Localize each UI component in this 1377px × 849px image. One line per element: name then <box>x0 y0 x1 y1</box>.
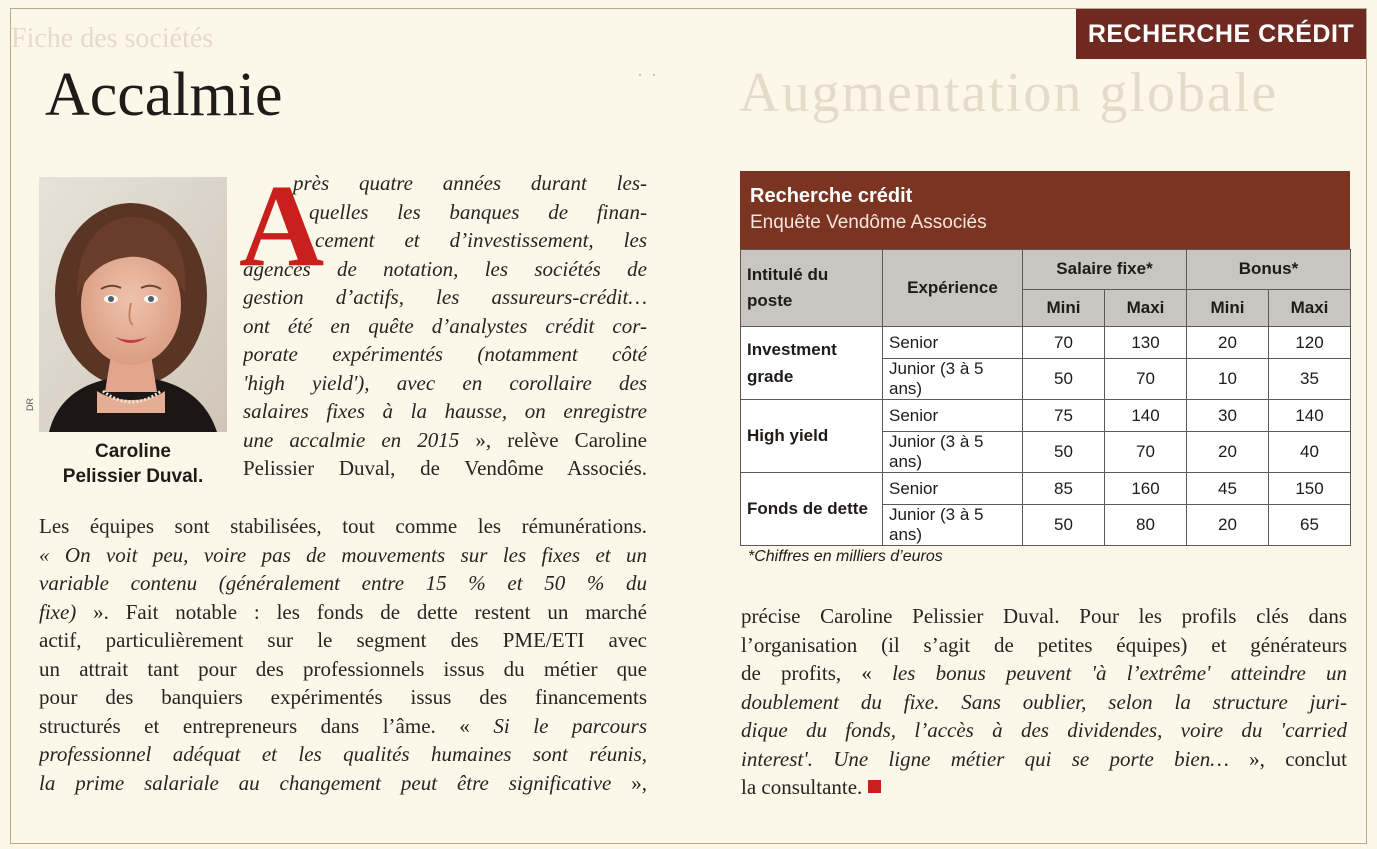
cell-bonus-max: 140 <box>1269 400 1351 432</box>
text-line: doublement du fixe. Sans oublier, selon la structure juri- <box>741 689 1347 714</box>
header-bonus: Bonus* <box>1187 250 1351 290</box>
cell-salary-min: 70 <box>1023 327 1105 359</box>
cell-bonus-min: 30 <box>1187 400 1269 432</box>
text-segment: », relève Caroline <box>459 427 647 452</box>
text-segment: une accalmie en 2015 <box>243 427 460 452</box>
cell-level: Senior <box>883 400 1023 432</box>
text-line: agences de notation, les sociétés de <box>243 256 647 281</box>
cell-level: Senior <box>883 327 1023 359</box>
text-line: 'high yield'), avec en corollaire des <box>243 370 647 395</box>
text-line: variable contenu (généralement entre 15 % et 50 % du <box>39 571 647 595</box>
text-line: précise Caroline Pelissier Duval. Pour les profils clés dans <box>741 604 1347 628</box>
cell-bonus-min: 20 <box>1187 327 1269 359</box>
cell-salary-min: 85 <box>1023 473 1105 505</box>
text-line <box>39 769 647 798</box>
article-intro-column <box>243 169 647 483</box>
text-line: près quatre années durant les- <box>293 171 647 195</box>
text-line: Pelissier Duval, de Vendôme Associés. <box>243 456 647 480</box>
caption-first-name: Caroline <box>94 441 172 462</box>
text-line <box>39 598 647 627</box>
cell-salary-max: 140 <box>1105 400 1187 432</box>
text-line: professionnel adéquat et les qualités humaines sont réunis, <box>39 742 647 766</box>
text-line: cement et d’investissement, les <box>315 228 647 252</box>
article-body-column <box>39 512 647 797</box>
cell-salary-min: 50 <box>1023 505 1105 546</box>
cell-bonus-min: 45 <box>1187 473 1269 505</box>
text-segment: structurés et entrepreneurs dans l’âme. « <box>39 713 494 738</box>
table-row <box>741 327 1351 359</box>
article-title: Accalmie <box>45 61 283 129</box>
row-role-high-yield: High yield <box>741 400 883 473</box>
text-line: pour des banquiers expérimentés issus des financements <box>39 685 647 709</box>
photo-caption <box>39 439 227 489</box>
cell-salary-max: 130 <box>1105 327 1187 359</box>
text-line: dique du fonds, l’accès à des dividendes, voire du 'carried <box>741 718 1347 742</box>
header-poste: Intitulé du poste <box>741 250 883 327</box>
bleed-through-text-right: Augmentation globale <box>739 62 1279 124</box>
cell-bonus-max: 35 <box>1269 359 1351 400</box>
cell-bonus-min: 20 <box>1187 505 1269 546</box>
table-row <box>741 400 1351 432</box>
text-line: quelles les banques de finan- <box>309 199 647 224</box>
text-line: ont été en quête d’analystes crédit cor- <box>243 313 647 338</box>
text-segment: la consultante. <box>741 775 863 799</box>
portrait-illustration <box>39 177 227 432</box>
header-salaire-maxi: Maxi <box>1105 289 1187 327</box>
table-subtitle: Enquête Vendôme Associés <box>750 212 987 233</box>
text-line: « On voit peu, voire pas de mouvements sur les fixes et un <box>39 542 647 567</box>
text-line: Les équipes sont stabilisées, tout comme les rémunérations. <box>39 514 647 538</box>
cell-bonus-max: 150 <box>1269 473 1351 505</box>
cell-salary-max: 80 <box>1105 505 1187 546</box>
text-line <box>741 745 1347 774</box>
text-segment: Si le parcours <box>493 713 647 738</box>
end-of-article-mark <box>868 780 881 793</box>
text-line <box>741 659 1347 688</box>
table-title: Recherche crédit <box>750 185 913 207</box>
text-line: un attrait tant pour des professionnels issus du métier que <box>39 656 647 681</box>
text-segment: interest'. Une ligne métier qui se porte bien… <box>741 746 1229 771</box>
salary-table-box <box>740 171 1350 544</box>
text-segment: la prime salariale au changement peut être significative <box>39 770 612 795</box>
cell-bonus-max: 120 <box>1269 327 1351 359</box>
text-line <box>741 773 1347 802</box>
article-second-column <box>741 602 1347 802</box>
header-salaire: Salaire fixe* <box>1023 250 1187 290</box>
text-line: porate expérimentés (notamment côté <box>243 342 647 366</box>
text-line: gestion d’actifs, les assureurs-crédit… <box>243 285 647 309</box>
section-tag: RECHERCHE CRÉDIT <box>1076 9 1366 59</box>
bleed-through-text-left: Fiche des sociétés <box>11 23 214 54</box>
header-experience: Expérience <box>883 250 1023 327</box>
portrait-photo <box>39 177 227 432</box>
cell-salary-max: 70 <box>1105 432 1187 473</box>
article-frame <box>10 8 1367 844</box>
photo-credit: DR <box>25 398 35 411</box>
cell-level: Senior <box>883 473 1023 505</box>
salary-table <box>740 249 1351 546</box>
cell-bonus-max: 65 <box>1269 505 1351 546</box>
cell-level: Junior (3 à 5 ans) <box>883 359 1023 400</box>
text-segment: ». Fait notable : les fonds de dette restent un marché <box>76 599 647 624</box>
text-line: l’organisation (il s’agit de petites équipes) et générateurs <box>741 632 1347 657</box>
text-segment: », <box>611 770 647 795</box>
text-segment: les bonus peuvent 'à l’extrême' atteindre un <box>892 661 1347 685</box>
cell-salary-min: 50 <box>1023 432 1105 473</box>
cell-salary-max: 160 <box>1105 473 1187 505</box>
text-line: actif, particulièrement sur le segment des PME/ETI avec <box>39 628 647 652</box>
row-role-investment-grade: Investment grade <box>741 327 883 400</box>
text-line: salaires fixes à la hausse, on enregistre <box>243 399 647 423</box>
cell-bonus-max: 40 <box>1269 432 1351 473</box>
caption-last-name: Pelissier Duval. <box>62 466 204 487</box>
header-bonus-mini: Mini <box>1187 289 1269 327</box>
table-header-band <box>740 171 1350 249</box>
cell-salary-min: 50 <box>1023 359 1105 400</box>
cell-level: Junior (3 à 5 ans) <box>883 505 1023 546</box>
header-salaire-mini: Mini <box>1023 289 1105 327</box>
cell-salary-min: 75 <box>1023 400 1105 432</box>
cell-bonus-min: 10 <box>1187 359 1269 400</box>
text-segment: », conclut <box>1228 746 1347 771</box>
text-line <box>243 426 647 455</box>
printing-marks: · · <box>638 67 656 81</box>
text-segment: de profits, « <box>741 661 893 685</box>
header-bonus-maxi: Maxi <box>1269 289 1351 327</box>
table-footnote: *Chiffres en milliers d’euros <box>748 548 943 565</box>
cell-salary-max: 70 <box>1105 359 1187 400</box>
table-row <box>741 473 1351 505</box>
row-role-fonds-de-dette: Fonds de dette <box>741 473 883 546</box>
cell-level: Junior (3 à 5 ans) <box>883 432 1023 473</box>
cell-bonus-min: 20 <box>1187 432 1269 473</box>
text-segment: fixe) <box>39 599 77 624</box>
text-line <box>39 712 647 741</box>
drop-cap: A <box>239 160 325 291</box>
